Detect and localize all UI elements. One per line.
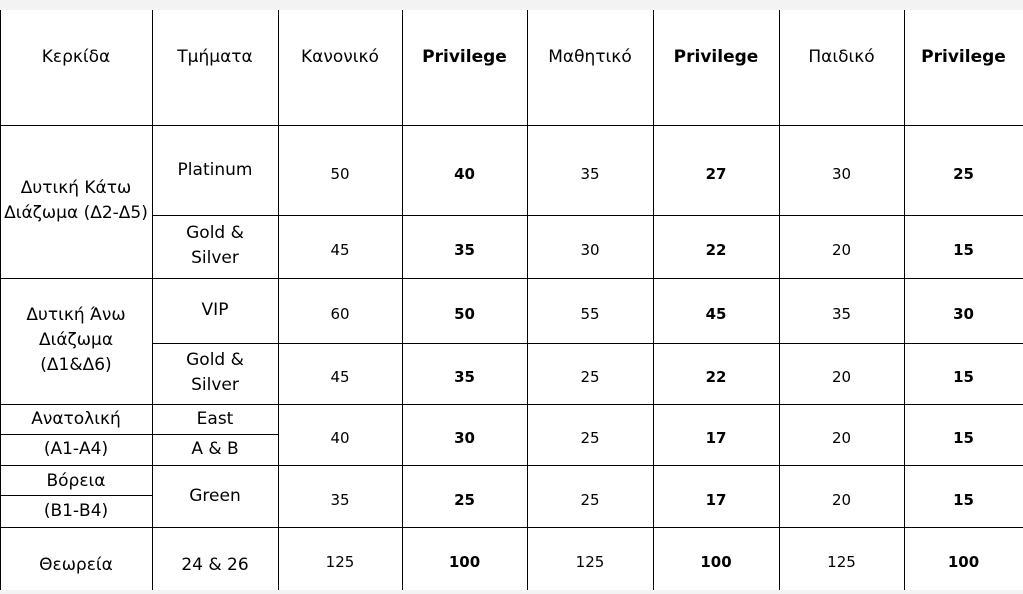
price-cell: 50 xyxy=(454,305,475,323)
price-cell: 35 xyxy=(580,164,600,183)
price-cell: 35 xyxy=(454,368,475,386)
section-green: Green xyxy=(189,485,241,506)
price-cell: 45 xyxy=(330,241,350,259)
price-cell: 100 xyxy=(700,553,732,571)
header-child: Παιδικό xyxy=(808,47,875,67)
stand-east-name: Ανατολική xyxy=(31,408,121,429)
grid-line xyxy=(0,125,1023,126)
price-cell: 40 xyxy=(330,429,350,447)
price-cell: 25 xyxy=(580,490,600,509)
price-cell: 45 xyxy=(330,368,350,386)
price-cell: 30 xyxy=(580,241,600,259)
header-student-privilege: Privilege xyxy=(673,47,759,67)
price-cell: 22 xyxy=(705,368,727,386)
price-cell: 45 xyxy=(705,305,727,323)
price-cell: 30 xyxy=(953,305,974,323)
section-east: East xyxy=(196,408,234,429)
price-cell: 25 xyxy=(580,429,600,447)
grid-line xyxy=(152,10,153,590)
section-a-b: A & B xyxy=(191,438,239,459)
price-cell: 30 xyxy=(454,429,475,447)
price-cell: 15 xyxy=(953,490,974,509)
grid-line xyxy=(0,495,152,496)
grid-line xyxy=(0,434,278,435)
price-cell: 125 xyxy=(827,553,856,571)
section-vip: VIP xyxy=(201,300,229,320)
price-cell: 17 xyxy=(705,490,727,509)
grid-line xyxy=(0,10,1,590)
stand-north-range: (Β1-Β4) xyxy=(43,500,109,521)
price-cell: 35 xyxy=(831,305,852,323)
price-cell: 20 xyxy=(831,429,852,447)
price-cell: 20 xyxy=(831,490,852,509)
header-student: Μαθητικό xyxy=(548,47,632,67)
stand-west-lower: Δυτική Κάτω Διάζωμα (Δ2-Δ5) xyxy=(4,178,148,223)
price-cell: 15 xyxy=(953,429,974,447)
section-platinum: Platinum xyxy=(177,159,253,180)
section-gold-silver-lower: Gold & Silver xyxy=(186,223,244,268)
price-cell: 55 xyxy=(580,305,600,323)
price-cell: 60 xyxy=(330,305,350,323)
price-cell: 27 xyxy=(705,164,727,183)
price-cell: 50 xyxy=(330,164,350,183)
header-regular-privilege: Privilege xyxy=(422,47,507,67)
price-cell: 20 xyxy=(831,368,852,386)
header-child-privilege: Privilege xyxy=(921,47,1006,67)
header-regular: Κανονικό xyxy=(301,47,379,67)
price-cell: 25 xyxy=(580,368,600,386)
header-sections: Τμήματα xyxy=(177,47,253,67)
stand-west-upper: Δυτική Άνω Διάζωμα (Δ1&Δ6) xyxy=(26,305,126,375)
price-cell: 35 xyxy=(330,490,350,509)
price-cell: 30 xyxy=(831,164,852,183)
stand-boxes: Θεωρεία xyxy=(39,554,113,575)
price-cell: 100 xyxy=(947,553,980,571)
price-table xyxy=(0,10,1023,590)
stand-east-range: (Α1-Α4) xyxy=(43,438,109,459)
price-cell: 125 xyxy=(325,553,355,571)
price-cell: 35 xyxy=(454,241,475,259)
price-cell: 25 xyxy=(454,490,475,509)
price-cell: 17 xyxy=(705,429,727,447)
price-cell: 100 xyxy=(448,553,481,571)
price-cell: 25 xyxy=(953,164,974,183)
price-cell: 40 xyxy=(454,164,475,183)
price-cell: 15 xyxy=(953,241,974,259)
stand-north-name: Βόρεια xyxy=(46,470,106,491)
header-stand: Κερκίδα xyxy=(41,47,111,67)
price-cell: 20 xyxy=(831,241,852,259)
price-cell: 15 xyxy=(953,368,974,386)
price-cell: 22 xyxy=(705,241,727,259)
price-cell: 125 xyxy=(575,553,605,571)
section-gold-silver-upper: Gold & Silver xyxy=(186,350,244,395)
section-boxes: 24 & 26 xyxy=(181,554,249,575)
